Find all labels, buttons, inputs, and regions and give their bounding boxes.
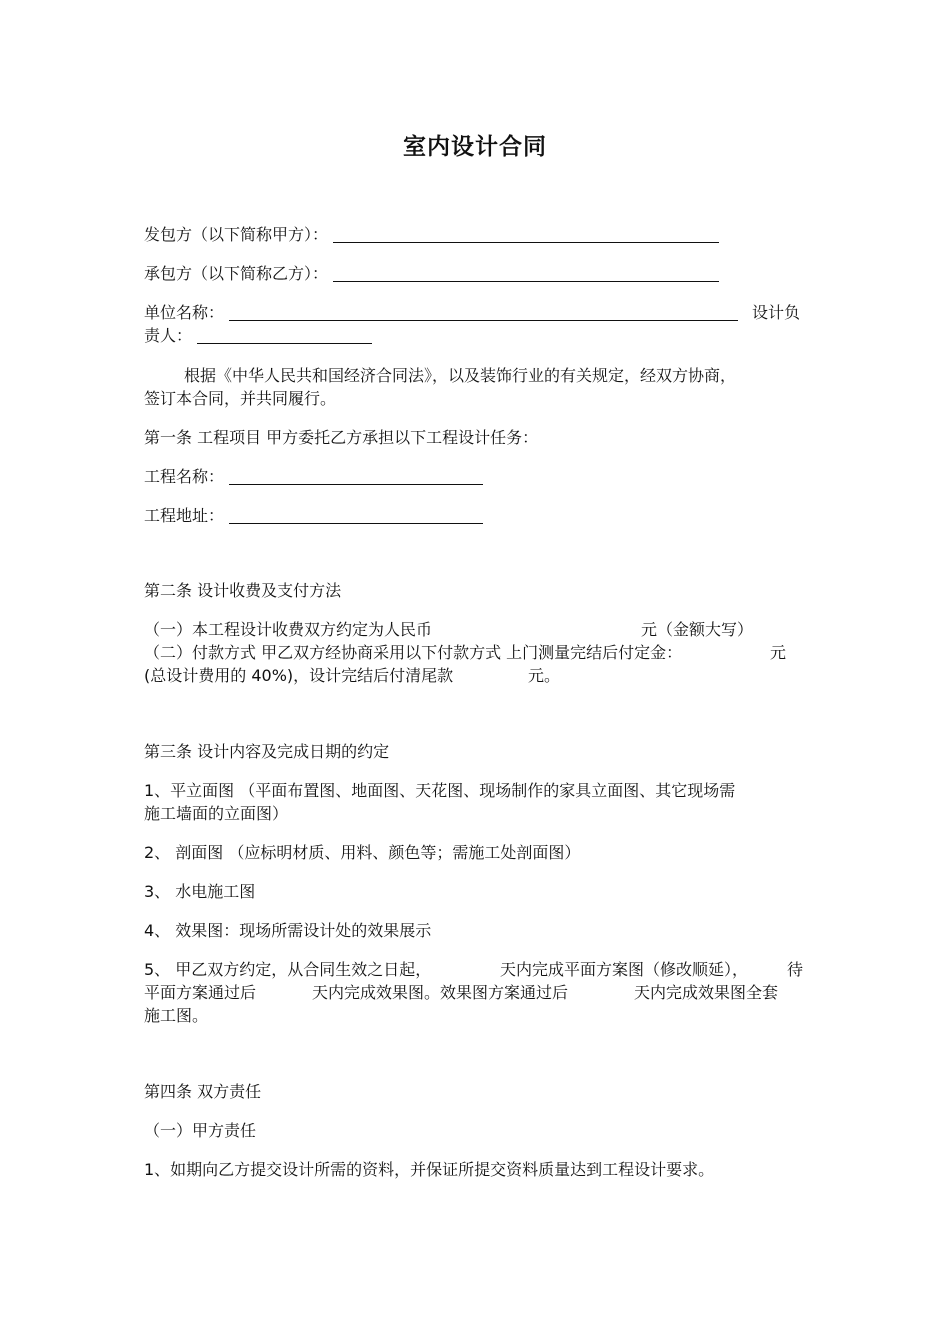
art3-item-2: 2、 剖面图 （应标明材质、用料、颜色等；需施工处剖面图） [144, 843, 581, 862]
art2-clause-1b: 元（金额大写） [641, 620, 754, 639]
preamble-line-1: 根据《中华人民共和国经济合同法》，以及装饰行业的有关规定，经双方协商， [184, 366, 737, 385]
art4-section-1: （一）甲方责任 [144, 1121, 257, 1140]
party-b-blank [333, 263, 719, 282]
art3-item-5c: 待 [787, 960, 804, 979]
art3-item-5b: 天内完成平面方案图（修改顺延）， [500, 960, 749, 979]
project-name-label: 工程名称： [144, 467, 225, 486]
party-a-line [144, 223, 719, 246]
party-b-label: 承包方（以下简称乙方）： [144, 264, 329, 283]
art2-clause-3a: (总设计费用的 40%)，设计完结后付清尾款 [144, 666, 454, 685]
art2-clause-3b: 元。 [528, 666, 561, 685]
art3-item-5e: 天内完成效果图。效果图方案通过后 [312, 983, 569, 1002]
party-a-label: 发包方（以下简称甲方）： [144, 225, 329, 244]
preamble-line-2: 签订本合同，并共同履行。 [144, 389, 337, 408]
party-a-blank [333, 224, 719, 243]
project-name-blank [229, 466, 483, 485]
unit-name-line [144, 301, 738, 324]
art2-clause-2a: （二）付款方式 甲乙双方经协商采用以下付款方式 上门测量完结后付定金： [144, 643, 683, 662]
art3-item-1b: 施工墙面的立面图） [144, 804, 289, 823]
article-4-heading: 第四条 双方责任 [144, 1082, 262, 1101]
article-2-heading: 第二条 设计收费及支付方法 [144, 581, 342, 600]
project-address-blank [229, 505, 483, 524]
art3-item-1a: 1、平立面图 （平面布置图、地面图、天花图、现场制作的家具立面图、其它现场需 [144, 781, 736, 800]
article-3-heading: 第三条 设计内容及完成日期的约定 [144, 742, 390, 761]
art3-item-3: 3、 水电施工图 [144, 882, 256, 901]
art2-clause-1a: （一）本工程设计收费双方约定为人民币 [144, 620, 433, 639]
design-head-label-2: 责人： [144, 326, 193, 345]
party-b-line [144, 262, 719, 285]
design-head-label-1: 设计负 [752, 303, 801, 322]
design-head-blank [197, 325, 372, 344]
page-title: 室内设计合同 [403, 134, 547, 160]
article-1-heading: 第一条 工程项目 甲方委托乙方承担以下工程设计任务： [144, 428, 539, 447]
art3-item-5g: 施工图。 [144, 1006, 209, 1025]
design-head-line [144, 324, 372, 347]
art3-item-5a: 5、 甲乙双方约定，从合同生效之日起， [144, 960, 432, 979]
art3-item-5d: 平面方案通过后 [144, 983, 257, 1002]
project-address-label: 工程地址： [144, 506, 225, 525]
art2-clause-2b: 元 [770, 643, 787, 662]
unit-name-label: 单位名称： [144, 303, 225, 322]
art3-item-4: 4、 效果图：现场所需设计处的效果展示 [144, 921, 432, 940]
unit-name-blank [229, 302, 738, 321]
art4-section-1-item-1: 1、如期向乙方提交设计所需的资料，并保证所提交资料质量达到工程设计要求。 [144, 1160, 715, 1179]
project-name-line [144, 465, 483, 488]
art3-item-5f: 天内完成效果图全套 [634, 983, 779, 1002]
project-address-line [144, 504, 483, 527]
